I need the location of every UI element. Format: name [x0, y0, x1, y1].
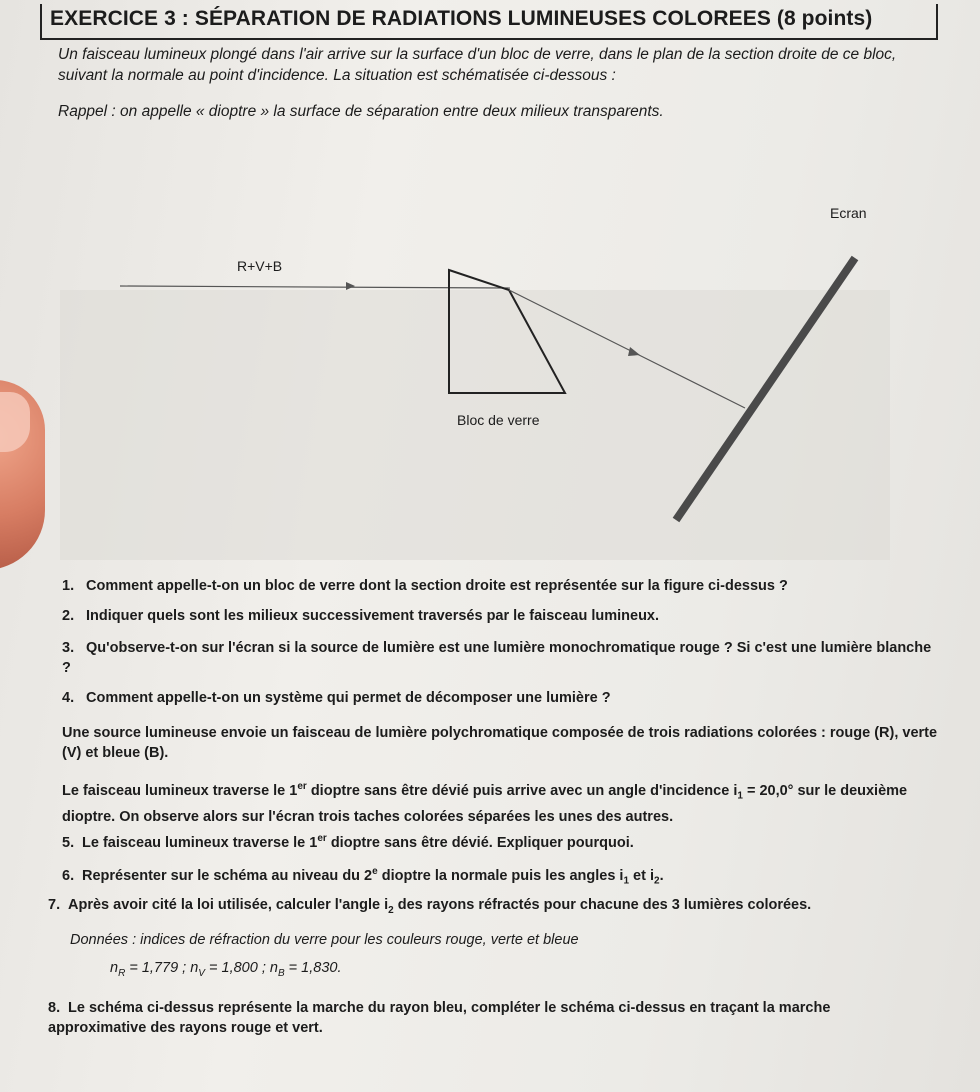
data-statement: Données : indices de réfraction du verre pour les couleurs rouge, verte et bleue — [70, 932, 579, 948]
question-6: 6. Représenter sur le schéma au niveau du 2e dioptre la normale puis les angles $i_1$ et $i_2$. — [62, 866, 664, 887]
incident-arrow — [346, 282, 355, 290]
block-label: Bloc de verre — [457, 412, 540, 428]
question-2: 2. Indiquer quels sont les milieux successivement traversés par le faisceau lumineux. — [62, 608, 660, 624]
question-5: 5. Le faisceau lumineux traverse le 1er dioptre sans être dévié. Expliquer pourquoi. — [62, 833, 634, 851]
question-3: 3. Qu'observe-t-on sur l'écran si la source de lumière est une lumière monochromatique rouge ? Si c'est une lumière blanche ? — [62, 640, 932, 676]
prism-diagram — [0, 150, 980, 580]
refraction-indices — [110, 960, 341, 979]
incident-beam — [120, 286, 510, 288]
exercise-title: EXERCICE 3 : SÉPARATION DE RADIATIONS LUMINEUSES COLOREES (8 points) — [40, 4, 938, 40]
beam-label: R+V+B — [237, 258, 283, 274]
context-paragraph-2: Le faisceau lumineux traverse le 1er dioptre sans être dévié puis arrive avec un angle d'incidence $i_1 = 20,0^\circ$ sur le deuxième dioptre. On observe alors sur l'écran trois taches colorées séparées les unes des autres. — [62, 781, 908, 825]
context-paragraph-1: Une source lumineuse envoie un faisceau de lumière polychromatique composée de trois radiations colorées : rouge (R), verte (V) et bleue (B). — [62, 725, 938, 761]
question-8: 8. Le schéma ci-dessus représente la marche du rayon bleu, compléter le schéma ci-dessus en traçant la marche approximative des rayons rouge et vert. — [48, 1000, 831, 1036]
question-7: 7. Après avoir cité la loi utilisée, calculer l'angle $i_2$ des rayons réfractés pour chacune des 3 lumières colorées. — [48, 897, 812, 916]
question-1: 1. Comment appelle-t-on un bloc de verre dont la section droite est représentée sur la figure ci-dessus ? — [62, 578, 788, 594]
dioptre-reminder: Rappel : on appelle « dioptre » la surface de séparation entre deux milieux transparents. — [58, 103, 664, 120]
screen-label: Ecran — [830, 205, 867, 221]
intro-text: Un faisceau lumineux plongé dans l'air arrive sur la surface d'un bloc de verre, dans le plan de la section droite de ce bloc, suivant la normale au point d'incidence. La situation est schématisée ci-dessous : — [58, 46, 897, 84]
indices-line: $n_R = 1,779$ ; $n_V = 1,800$ ; $n_B = 1,830$. — [110, 960, 342, 979]
question-4: 4. Comment appelle-t-on un système qui permet de décomposer une lumière ? — [62, 690, 611, 706]
